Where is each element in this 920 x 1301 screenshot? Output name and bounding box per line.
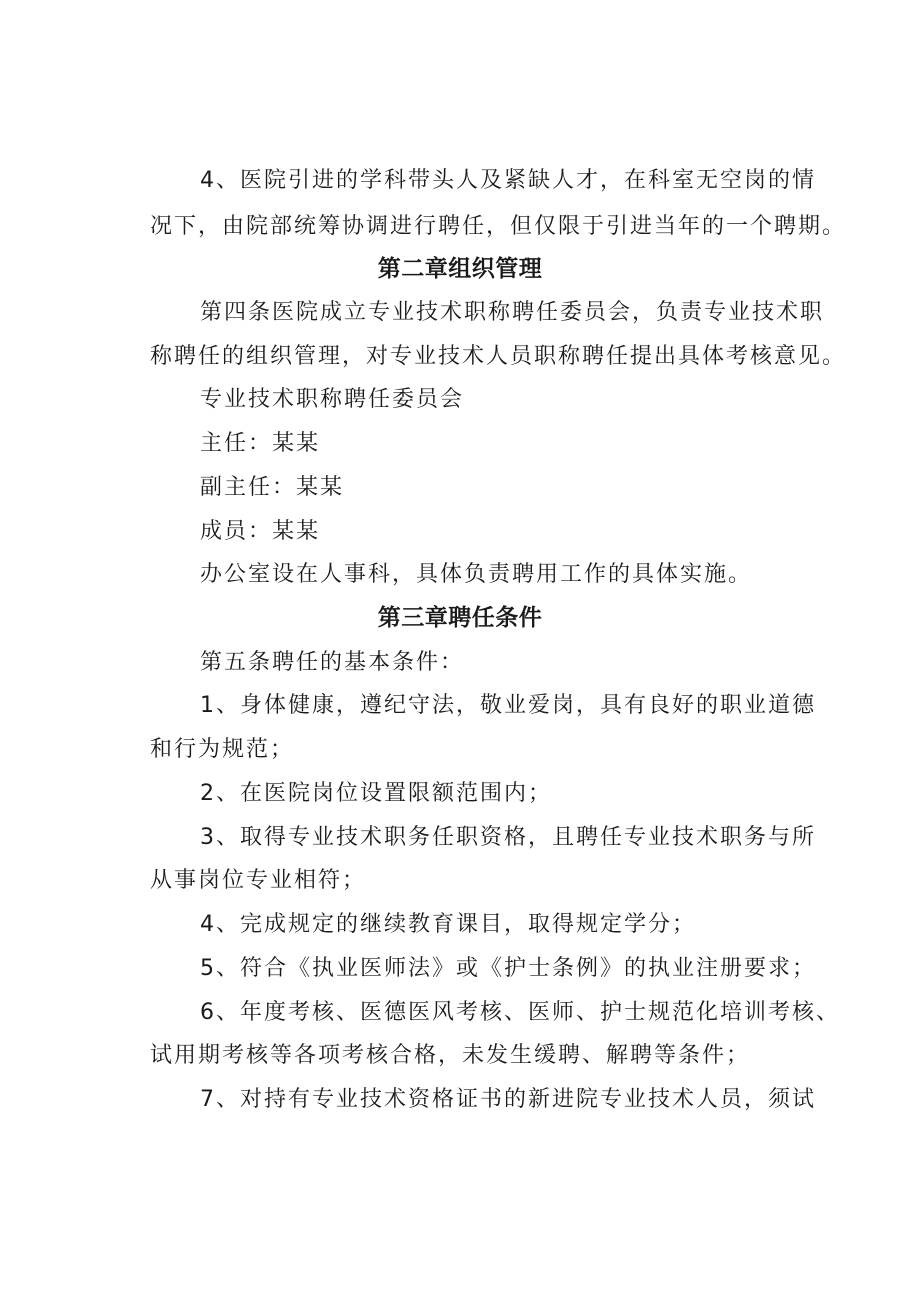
- article-heading: 第五条聘任的基本条件：: [200, 650, 465, 675]
- list-item-continuation: 从事岗位专业相符；: [150, 868, 367, 893]
- paragraph-line: 4、医院引进的学科带头人及紧缺人才，在科室无空岗的情: [200, 168, 816, 193]
- list-item: 6、年度考核、医德医风考核、医师、护士规范化培训考核、: [200, 1000, 840, 1025]
- committee-name: 专业技术职称聘任委员会: [200, 387, 465, 412]
- list-item-continuation: 和行为规范；: [150, 737, 295, 762]
- paragraph-line: 称聘任的组织管理，对专业技术人员职称聘任提出具体考核意见。: [150, 344, 847, 369]
- list-item: 1、身体健康，遵纪守法，敬业爱岗，具有良好的职业道德: [200, 693, 816, 718]
- paragraph-line: 况下，由院部统筹协调进行聘任，但仅限于引进当年的一个聘期。: [150, 214, 847, 239]
- list-item: 4、完成规定的继续教育课目，取得规定学分；: [200, 912, 696, 937]
- committee-members: 成员：某某: [200, 519, 321, 544]
- list-item: 2、在医院岗位设置限额范围内；: [200, 781, 552, 806]
- list-item: 3、取得专业技术职务任职资格，且聘任专业技术职务与所: [200, 825, 816, 850]
- paragraph-line: 第四条医院成立专业技术职称聘任委员会，负责专业技术职: [200, 300, 825, 325]
- chapter-heading: 第三章聘任条件: [377, 605, 543, 631]
- chapter-heading: 第二章组织管理: [377, 256, 543, 282]
- committee-deputy-director: 副主任：某某: [200, 475, 345, 500]
- committee-director: 主任：某某: [200, 431, 321, 456]
- list-item: 5、符合《执业医师法》或《护士条例》的执业注册要求；: [200, 956, 816, 981]
- list-item: 7、对持有专业技术资格证书的新进院专业技术人员，须试: [200, 1087, 816, 1112]
- list-item-continuation: 试用期考核等各项考核合格，未发生缓聘、解聘等条件；: [150, 1043, 751, 1068]
- office-note: 办公室设在人事科，具体负责聘用工作的具体实施。: [200, 562, 753, 587]
